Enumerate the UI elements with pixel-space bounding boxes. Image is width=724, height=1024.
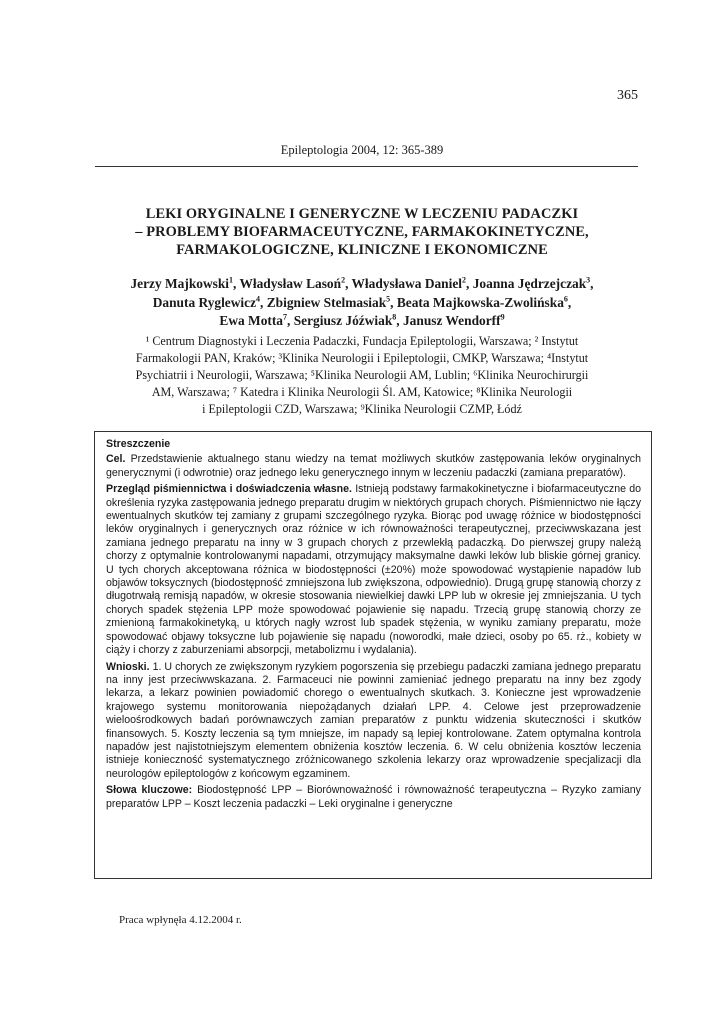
author-affiliation-index: 6 bbox=[563, 294, 568, 304]
author-affiliation-index: 7 bbox=[283, 312, 287, 322]
conclusions-text: 1. U chorych ze zwiększonym ryzykiem pogorszenia się przebiegu padaczki zamiana jednego preparatu na inny jest przeciwwskazana. 2. Farmaceuci nie powinni zamieniać jednego preparatu na inny bez zgody lekarza, a lekarz powinien powiadomić chorego o ewentualnych skutkach. 3. Konieczne jest wprowadzenie krajowego systemu monitorowania niepożądanych działań LPP. 4. Celowe jest przeprowadzenie wieloośrodkowych badań porównawczych zamian preparatów z punktu widzenia skuteczności i skutków finansowych. 5. Koszty leczenia są tym mniejsze, im napady są lepiej kontrolowane. Zatem optymalna kontrola napadów jest najistotniejszym elementem obniżenia kosztów leczenia. 6. W celu obniżenia kosztów leczenia istnieje konieczność systematycznego zróżnicowanego szkolenia lekarzy oraz wprowadzenie specjalizacji dla neurologów epileptologów z końcowym egzaminem. bbox=[106, 660, 641, 780]
author-name: Ewa Motta bbox=[219, 313, 283, 328]
review-label: Przegląd piśmiennictwa i doświadczenia własne. bbox=[106, 483, 352, 496]
author-line: Danuta Ryglewicz$^4$, Zbigniew Stelmasiak$^5$, Beata Majkowska-Zwolińska$^6$, bbox=[152, 294, 572, 310]
abstract-conclusions bbox=[106, 661, 641, 782]
header-rule bbox=[95, 166, 638, 167]
author-affiliation-index: 9 bbox=[500, 312, 505, 322]
author-name: Jerzy Majkowski bbox=[130, 276, 230, 291]
author-name: Joanna Jędrzejczak bbox=[472, 276, 587, 291]
keywords-text: Biodostępność LPP – Biorównoważność i równoważność terapeutyczna – Ryzyko zamiany preparatów LPP – Koszt leczenia padaczki – Leki oryginalne i generyczne bbox=[106, 784, 641, 810]
author-affiliation-index: 5 bbox=[386, 294, 391, 304]
author-name: Zbigniew Stelmasiak bbox=[266, 294, 387, 310]
author-affiliation-index: 8 bbox=[392, 312, 397, 322]
author-affiliation-index: 2 bbox=[462, 275, 467, 285]
keywords-label: Słowa kluczowe: bbox=[106, 784, 193, 797]
title-line: LEKI ORYGINALNE I GENERYCZNE W LECZENIU PADACZKI bbox=[145, 206, 579, 222]
affiliations bbox=[60, 333, 664, 418]
author-affiliation-index: 2 bbox=[341, 275, 346, 285]
author-name: Sergiusz Jóźwiak bbox=[293, 313, 393, 328]
author-affiliation-index: 4 bbox=[256, 294, 261, 304]
aim-text: Przedstawienie aktualnego stanu wiedzy na temat możliwych skutków zastępowania leków oryginalnych generycznymi (i odwrotnie) oraz jednego leku generycznego innym w leczeniu padaczki (zamiana preparatów). bbox=[106, 453, 641, 479]
affiliation-line: i Epileptologii CZD, Warszawa; ⁹Klinika Neurologii CZMP, Łódź bbox=[202, 402, 522, 416]
page-number: 365 bbox=[617, 88, 638, 103]
author-affiliation-index: 3 bbox=[586, 275, 591, 285]
journal-citation: Epileptologia 2004, 12: 365-389 bbox=[280, 143, 444, 157]
author-name: Władysława Daniel bbox=[351, 276, 463, 291]
abstract-heading: Streszczenie bbox=[106, 438, 171, 450]
affiliation-line: Farmakologii PAN, Kraków; ³Klinika Neurologii i Epileptologii, CMKP, Warszawa; ⁴Instytut bbox=[135, 351, 589, 365]
affiliation-line: Psychiatrii i Neurologii, Warszawa; ⁵Klinika Neurologii AM, Lublin; ⁶Klinika Neurochirurgii bbox=[135, 368, 589, 382]
article-title bbox=[60, 205, 664, 259]
conclusions-label: Wnioski. bbox=[106, 660, 150, 673]
title-line: – PROBLEMY BIOFARMACEUTYCZNE, FARMAKOKINETYCZNE, bbox=[135, 224, 589, 240]
author-name: Władysław Lasoń bbox=[239, 276, 342, 291]
title-line: FARMAKOLOGICZNE, KLINICZNE I EKONOMICZNE bbox=[176, 242, 548, 258]
author-line: Ewa Motta$^7$, Sergiusz Jóźwiak$^8$, Janusz Wendorff$^9$ bbox=[219, 312, 505, 328]
affiliation-line: AM, Warszawa; ⁷ Katedra i Klinika Neurologii Śl. AM, Katowice; ⁸Klinika Neurologii bbox=[151, 385, 573, 399]
abstract-review bbox=[106, 483, 641, 657]
received-date: Praca wpłynęła 4.12.2004 r. bbox=[119, 914, 242, 926]
author-name: Beata Majkowska-Zwolińska bbox=[396, 294, 564, 310]
author-affiliation-index: 1 bbox=[229, 275, 234, 285]
author-name: Janusz Wendorff bbox=[402, 313, 501, 328]
author-list bbox=[60, 275, 664, 331]
review-text: Istnieją podstawy farmakokinetyczne i biofarmaceutyczne do określenia ryzyka zastępowania jednego preparatu drugim w niektórych grupach chorych. Piśmiennictwo nie łączy ewentualnych skutków tej zamiany z grupami szczególnego ryzyka. Biorąc pod uwagę różnice w biodostępności leków oryginalnych i generycznych oraz różnice w ich równoważności terapeutycznej, przeciwwskazana jest zamiana jednego preparatu na inny w 3 grupach chorych z przewlekłą padaczką. Do pierwszej grupy należą chorzy z optymalnie kontrolowanymi napadami, otrzymujący maksymalne dawki leków lub bliskie górnej granicy. U tych chorych akceptowana różnica w biodostępności (±20%) może spowodować wystąpienie napadów lub objawów toksycznych (biodostępność zmniejszona lub zwiększona, odpowiednio). Drugą grupę stanowią chorzy z długotrwałą remisją napadów, w okresie stosowania niewielkiej dawki LPP lub w okresie jej zmniejszania. U tych chorych spadek stężenia LPP może spowodować pojawienie się napadu. Trzecią grupę stanowią chorzy ze zmienioną farmakokinetyką, u których nagły wzrost lub spadek stężenia, w wyniku zamiany preparatu, może spowodować objawy toksyczne lub pojawienie się napadu (noworodki, małe dzieci, osoby po 65. rż., kobiety w ciąży i chorzy z zaburzeniami absorpcji, metabolizmu i wydalania). bbox=[106, 483, 641, 657]
aim-label: Cel. bbox=[106, 453, 126, 466]
abstract-box bbox=[94, 431, 652, 879]
abstract-aim bbox=[106, 453, 641, 480]
abstract-keywords bbox=[106, 784, 641, 811]
author-name: Danuta Ryglewicz bbox=[152, 294, 257, 310]
author-line: Jerzy Majkowski$^1$, Władysław Lasoń$^2$, Władysława Daniel$^2$, Joanna Jędrzejczak$^3$, bbox=[130, 275, 594, 291]
affiliation-line: ¹ Centrum Diagnostyki i Leczenia Padaczki, Fundacja Epileptologii, Warszawa; ² Instytut bbox=[145, 334, 579, 348]
